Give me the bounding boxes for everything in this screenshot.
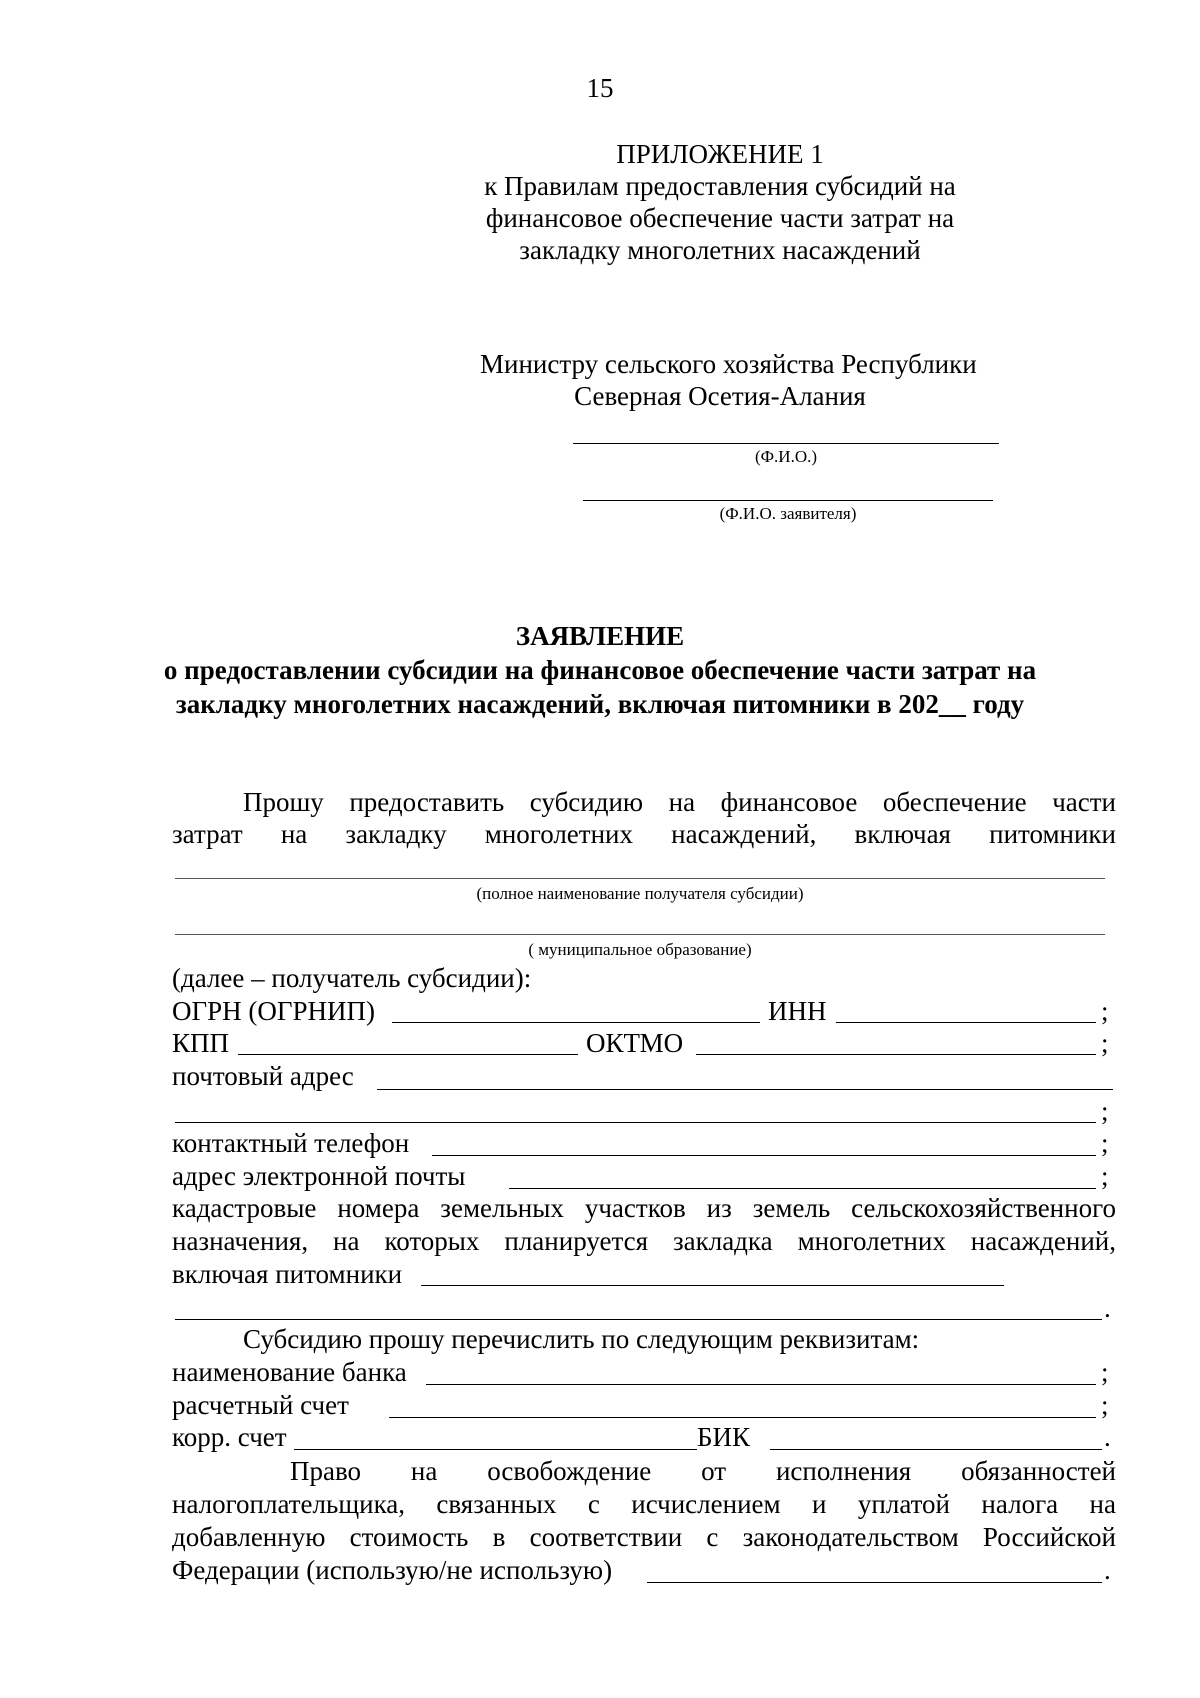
appendix-line: финансовое обеспечение части затрат на — [485, 203, 955, 233]
bik-field[interactable] — [770, 1449, 1102, 1450]
applicant-line — [583, 500, 993, 501]
semicolon: ; — [1101, 996, 1109, 1026]
account-field[interactable] — [389, 1417, 1096, 1418]
ogrn-label: ОГРН (ОГРНИП) — [172, 996, 375, 1026]
document-title: ЗАЯВЛЕНИЕ — [515, 621, 685, 651]
email-field[interactable] — [509, 1188, 1096, 1189]
recipient-name-field[interactable] — [175, 878, 1105, 879]
inn-field[interactable] — [836, 1022, 1096, 1023]
cadastral-line: назначения, на которых планируется закладка многолетних насаждений, — [172, 1226, 1116, 1256]
recipient-caption: (полное наименование получателя субсидии) — [476, 884, 804, 903]
intro-line: Прошу предоставить субсидию на финансовое обеспечение части — [243, 787, 1116, 817]
email-label: адрес электронной почты — [172, 1161, 466, 1191]
ogrn-field[interactable] — [392, 1022, 760, 1023]
applicant-caption: (Ф.И.О. заявителя) — [719, 504, 857, 523]
addressee-line: Министру сельского хозяйства Республики — [480, 349, 977, 379]
inn-label: ИНН — [768, 996, 827, 1026]
kpp-label: КПП — [172, 1028, 230, 1058]
postal-label: почтовый адрес — [172, 1061, 354, 1091]
vat-line: Право на освобождение от исполнения обязанностей — [290, 1456, 1116, 1486]
municipality-caption: ( муниципальное образование) — [528, 940, 752, 959]
semicolon: ; — [1101, 1096, 1109, 1126]
account-label: расчетный счет — [172, 1390, 349, 1420]
page-number: 15 — [586, 73, 614, 103]
oktmo-field[interactable] — [696, 1054, 1096, 1055]
semicolon: ; — [1101, 1128, 1109, 1158]
cadastral-field[interactable] — [421, 1285, 1004, 1286]
phone-label: контактный телефон — [172, 1128, 410, 1158]
vat-line: добавленную стоимость в соответствии с законодательством Российской — [172, 1522, 1116, 1552]
bank-field[interactable] — [426, 1384, 1096, 1385]
cadastral-line: кадастровые номера земельных участков из земель сельскохозяйственного — [172, 1193, 1116, 1223]
semicolon: ; — [1101, 1161, 1109, 1191]
addressee-line: Северная Осетия-Алания — [574, 381, 866, 411]
further-text: (далее – получатель субсидии): — [172, 963, 532, 993]
appendix-line: закладку многолетних насаждений — [519, 235, 921, 265]
kpp-field[interactable] — [238, 1054, 578, 1055]
corr-field[interactable] — [294, 1449, 697, 1450]
bank-intro: Субсидию прошу перечислить по следующим реквизитам: — [243, 1324, 920, 1354]
cadastral-field-continued[interactable] — [175, 1319, 1102, 1320]
semicolon: ; — [1101, 1357, 1109, 1387]
vat-line: Федерации (использую/не использую) — [172, 1555, 613, 1585]
semicolon: ; — [1101, 1390, 1109, 1420]
phone-field[interactable] — [432, 1155, 1096, 1156]
municipality-field[interactable] — [175, 934, 1105, 935]
appendix-line: к Правилам предоставления субсидий на — [484, 171, 956, 201]
period: . — [1104, 1555, 1111, 1585]
appendix-title: ПРИЛОЖЕНИЕ 1 — [616, 139, 824, 169]
postal-field-continued[interactable] — [175, 1122, 1096, 1123]
postal-field[interactable] — [377, 1089, 1113, 1090]
oktmo-label: ОКТМО — [586, 1028, 684, 1058]
vat-field[interactable] — [647, 1582, 1102, 1583]
fio-line — [573, 443, 999, 444]
semicolon: ; — [1101, 1028, 1109, 1058]
bik-label: БИК — [697, 1422, 751, 1452]
bank-label: наименование банка — [172, 1357, 407, 1387]
fio-caption: (Ф.И.О.) — [754, 447, 818, 466]
document-subtitle-line: закладку многолетних насаждений, включая питомники в 202__ году — [175, 689, 1025, 719]
cadastral-line: включая питомники — [172, 1259, 403, 1289]
period: . — [1104, 1293, 1111, 1323]
vat-line: налогоплательщика, связанных с исчислением и уплатой налога на — [172, 1489, 1116, 1519]
period: . — [1104, 1422, 1111, 1452]
intro-line: затрат на закладку многолетних насаждений, включая питомники — [172, 819, 1116, 849]
document-subtitle-line: о предоставлении субсидии на финансовое обеспечение части затрат на — [163, 655, 1037, 685]
corr-label: корр. счет — [172, 1422, 287, 1452]
